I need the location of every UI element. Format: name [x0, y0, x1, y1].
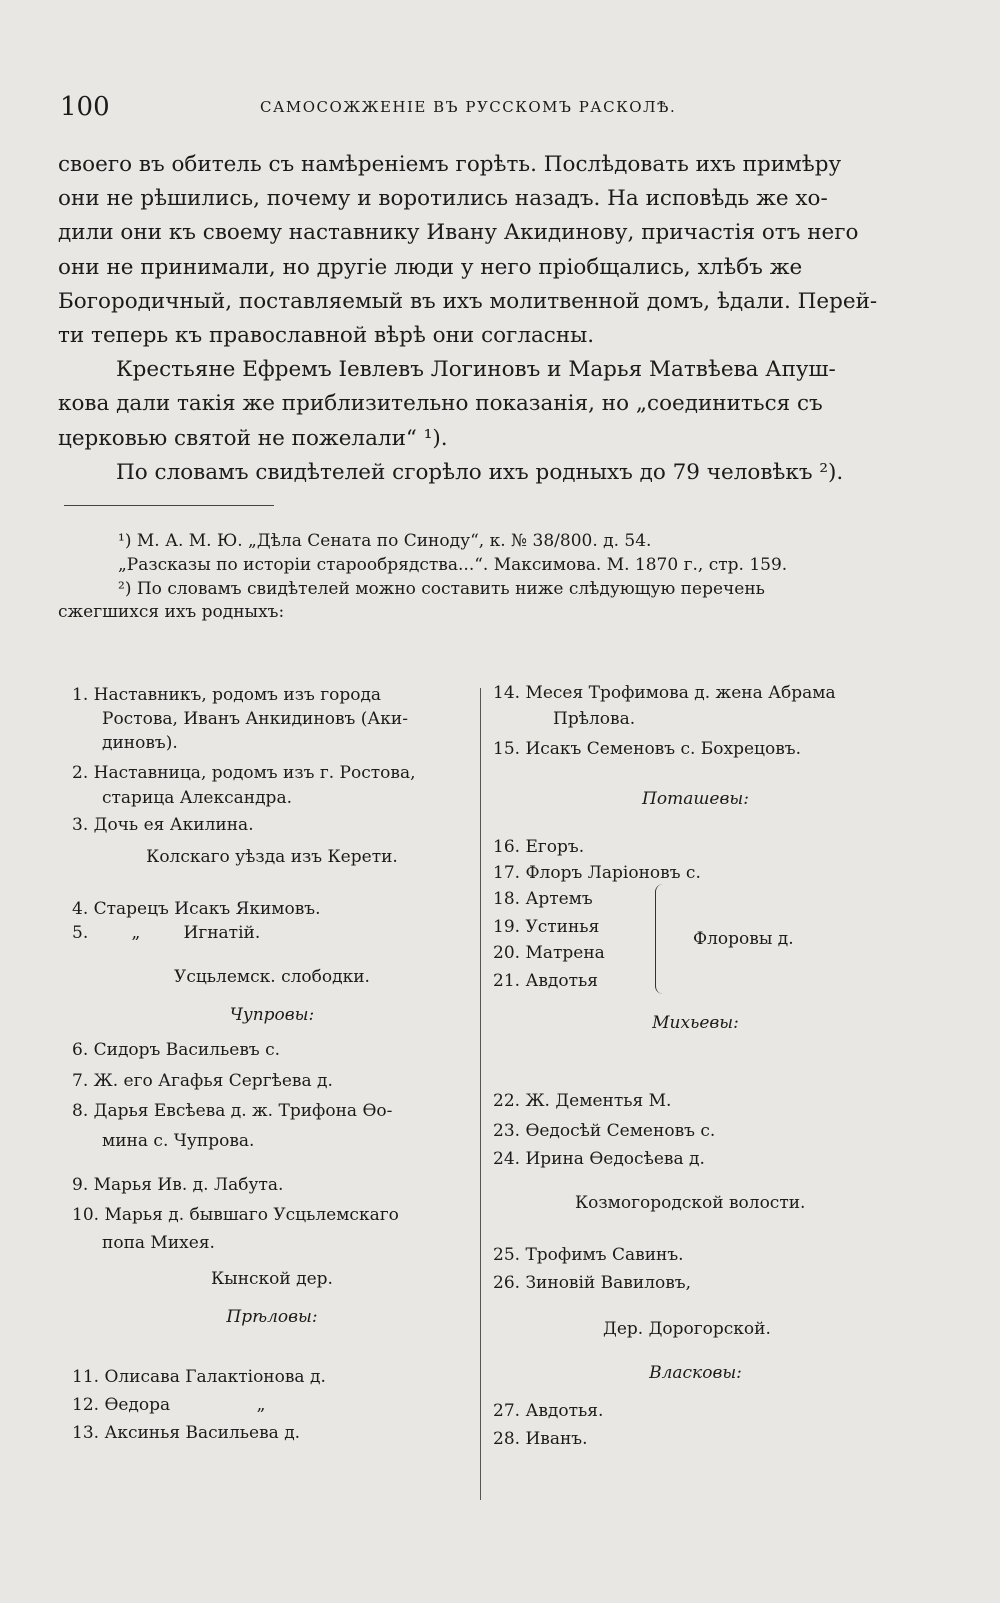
body-line: дили они къ своему наставнику Ивану Акидинову, причастія отъ него	[58, 220, 859, 246]
family-heading: Власковы:	[649, 1363, 742, 1383]
body-line: церковью святой не пожелали“ ¹).	[58, 425, 448, 451]
main-text	[58, 148, 894, 490]
body-line: своего въ обитель съ намѣреніемъ горѣть. Послѣдовать ихъ примѣру	[58, 152, 842, 177]
list-item: 10. Марья д. бывшаго Усцьлемскаго	[72, 1205, 399, 1225]
list-item: Ростова, Иванъ Анкидиновъ (Аки-	[102, 709, 408, 729]
list-item: мина с. Чупрова.	[102, 1131, 255, 1151]
list-item: 18. Артемъ	[493, 889, 593, 909]
footnote-line: „Разсказы по исторіи старообрядства...“. Максимова. М. 1870 г., стр. 159.	[118, 554, 788, 575]
list-item: 5. „ Игнатій.	[72, 923, 261, 943]
location-heading: Дер. Дорогорской.	[603, 1319, 771, 1339]
list-item: 6. Сидоръ Васильевъ с.	[72, 1040, 281, 1060]
page-number: 100	[60, 92, 110, 122]
list-item: 26. Зиновій Вавиловъ,	[493, 1273, 692, 1293]
list-item: 19. Устинья	[493, 917, 600, 937]
list-item: 22. Ж. Дементья М.	[493, 1091, 672, 1111]
list-item: 20. Матрена	[493, 943, 605, 963]
footnote-rule	[64, 505, 274, 506]
list-item: 12. Ѳедора „	[72, 1395, 266, 1415]
brace	[655, 884, 668, 994]
list-item: 14. Месея Трофимова д. жена Абрама	[493, 683, 836, 703]
list-item: 23. Ѳедосѣй Семеновъ с.	[493, 1121, 716, 1141]
page-header	[60, 92, 900, 124]
body-line: кова дали такія же приблизительно показанія, но „соединиться съ	[58, 391, 823, 417]
list-item: 24. Ирина Ѳедосѣева д.	[493, 1149, 705, 1169]
body-line: ти теперь къ православной вѣрѣ они согласны.	[58, 323, 595, 349]
location-heading: Кынской дер.	[211, 1269, 333, 1289]
body-line: По словамъ свидѣтелей сгорѣло ихъ родныхъ до 79 человѣкъ ²).	[116, 459, 844, 485]
list-item: Прѣлова.	[553, 709, 636, 729]
list-item: диновъ).	[102, 733, 178, 753]
list-item: 27. Авдотья.	[493, 1401, 604, 1421]
names-list	[58, 684, 898, 1500]
list-item: 11. Олисава Галактіонова д.	[72, 1367, 326, 1387]
footnote-line: ²) По словамъ свидѣтелей можно составить ниже слѣдующую перечень	[118, 578, 765, 599]
list-item: 1. Наставникъ, родомъ изъ города	[72, 685, 382, 705]
family-heading: Михьевы:	[652, 1013, 739, 1033]
list-item: 28. Иванъ.	[493, 1429, 588, 1449]
footnote-line: сжегшихся ихъ родныхъ:	[58, 602, 285, 623]
list-item: 4. Старецъ Исакъ Якимовъ.	[72, 899, 321, 919]
location-heading: Колскаго уѣзда изъ Керети.	[146, 847, 398, 867]
list-item: 2. Наставница, родомъ изъ г. Ростова,	[72, 763, 416, 783]
body-line: они не рѣшились, почему и воротились назадъ. На исповѣдь же хо-	[58, 186, 828, 212]
location-heading: Усцьлемск. слободки.	[174, 967, 370, 987]
body-line: Крестьяне Ефремъ Іевлевъ Логиновъ и Марья Матвѣева Апуш-	[116, 357, 836, 383]
group-label: Флоровы д.	[693, 929, 794, 949]
list-item: 21. Авдотья	[493, 971, 598, 991]
list-item: 9. Марья Ив. д. Лабута.	[72, 1175, 284, 1195]
body-line: Богородичный, поставляемый въ ихъ молитвенной домъ, ѣдали. Перей-	[58, 288, 878, 314]
list-item: 25. Трофимъ Савинъ.	[493, 1245, 684, 1265]
footnotes	[58, 530, 894, 625]
list-item: старица Александра.	[102, 788, 292, 808]
list-item: 15. Исакъ Семеновъ с. Бохрецовъ.	[493, 739, 802, 759]
location-heading: Козмогородской волости.	[575, 1193, 806, 1213]
family-heading: Поташевы:	[642, 789, 749, 809]
list-item: 3. Дочь ея Акилина.	[72, 815, 254, 835]
list-item: 8. Дарья Евсѣева д. ж. Трифона Ѳо-	[72, 1101, 393, 1121]
family-heading: Прѣловы:	[226, 1307, 318, 1327]
list-item: 17. Флоръ Ларіоновъ с.	[493, 863, 701, 883]
list-item: 7. Ж. его Агафья Сергѣева д.	[72, 1071, 333, 1091]
list-item: 16. Егоръ.	[493, 837, 585, 857]
column-divider	[480, 688, 481, 1500]
list-item: 13. Аксинья Васильева д.	[72, 1423, 301, 1443]
list-item: попа Михея.	[102, 1233, 215, 1253]
body-line: они не принимали, но другіе люди у него пріобщались, хлѣбъ же	[58, 254, 803, 280]
running-title: САМОСОЖЖЕНІЕ ВЪ РУССКОМЪ РАСКОЛѢ.	[260, 98, 677, 116]
family-heading: Чупровы:	[229, 1005, 315, 1025]
footnote-line: ¹) М. А. М. Ю. „Дѣла Сената по Синоду“, к. № 38/800. д. 54.	[118, 531, 652, 551]
